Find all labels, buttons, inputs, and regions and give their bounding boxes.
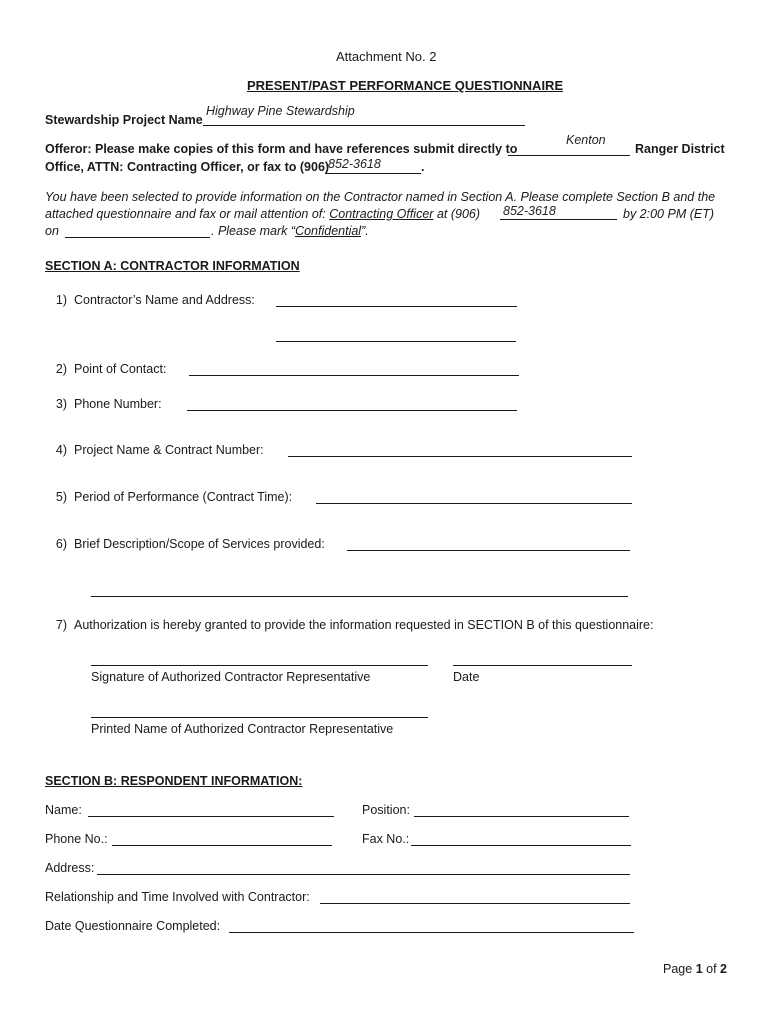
offeror-office-text: Office, ATTN: Contracting Officer, or fax to (906) — [45, 160, 330, 174]
page-word: Page — [663, 962, 693, 976]
period-of-performance-line[interactable] — [316, 503, 632, 504]
page-current: 1 — [695, 962, 703, 976]
contractor-name-line[interactable] — [276, 306, 517, 307]
offeror-fax-line — [325, 173, 421, 174]
item-3 — [45, 397, 162, 411]
contracting-officer: Contracting Officer — [329, 207, 434, 221]
section-b-heading: SECTION B: RESPONDENT INFORMATION: — [45, 774, 303, 788]
signature-line[interactable] — [91, 665, 428, 666]
offeror-text: Offeror: Please make copies of this form and have references submit directly to — [45, 142, 518, 156]
offeror-period: . — [421, 160, 425, 174]
intro-deadline: by 2:00 PM (ET) — [623, 207, 714, 221]
item-number: 1) — [55, 293, 67, 307]
item-2 — [45, 362, 166, 376]
item-5 — [45, 490, 292, 504]
scope-line-1[interactable] — [347, 550, 630, 551]
intro-text-a: attached questionnaire and fax or mail attention of: — [45, 207, 326, 221]
item-number: 7) — [55, 618, 67, 632]
phone-line[interactable] — [112, 845, 332, 846]
project-name-line[interactable] — [288, 456, 632, 457]
intro-mark-text: . Please mark “ — [211, 224, 296, 238]
date-completed-line[interactable] — [229, 932, 634, 933]
page-number — [663, 962, 727, 976]
item-label: Point of Contact: — [74, 362, 167, 376]
intro-fax-line — [500, 219, 617, 220]
name-line[interactable] — [88, 816, 334, 817]
district-value[interactable]: Kenton — [566, 133, 606, 147]
intro-fax-value[interactable]: 852-3618 — [503, 204, 556, 218]
attachment-label: Attachment No. 2 — [336, 49, 437, 64]
contractor-address-line[interactable] — [276, 341, 516, 342]
intro-line-3 — [211, 224, 369, 238]
intro-on: on — [45, 224, 59, 238]
page-of: of — [706, 962, 717, 976]
fax-line[interactable] — [411, 845, 631, 846]
printed-name-label: Printed Name of Authorized Contractor Representative — [91, 722, 394, 736]
item-6 — [45, 537, 325, 551]
fax-label: Fax No.: — [362, 832, 410, 846]
intro-mark-end: ”. — [361, 224, 369, 238]
stewardship-line — [203, 125, 525, 126]
section-a-heading: SECTION A: CONTRACTOR INFORMATION — [45, 259, 300, 273]
stewardship-label: Stewardship Project Name — [45, 113, 203, 127]
item-7 — [45, 618, 654, 632]
page-title: PRESENT/PAST PERFORMANCE QUESTIONNAIRE — [247, 78, 564, 93]
confidential-word: Confidential — [295, 224, 362, 238]
item-label: Period of Performance (Contract Time): — [74, 490, 293, 504]
offeror-fax-value[interactable]: 852-3618 — [328, 157, 381, 171]
phone-label: Phone No.: — [45, 832, 108, 846]
position-line[interactable] — [414, 816, 629, 817]
date-label: Date — [453, 670, 480, 684]
date-completed-label: Date Questionnaire Completed: — [45, 919, 221, 933]
item-number: 2) — [55, 362, 67, 376]
intro-text-b: at (906) — [436, 207, 481, 221]
district-line — [508, 155, 630, 156]
scope-line-2[interactable] — [91, 596, 628, 597]
item-label: Brief Description/Scope of Services provided: — [74, 537, 325, 551]
address-label: Address: — [45, 861, 95, 875]
printed-name-line[interactable] — [91, 717, 428, 718]
item-label: Authorization is hereby granted to provide the information requested in SECTION B of this questionnaire: — [74, 618, 654, 632]
relationship-line[interactable] — [320, 903, 630, 904]
point-of-contact-line[interactable] — [189, 375, 519, 376]
stewardship-value[interactable]: Highway Pine Stewardship — [206, 104, 355, 118]
phone-number-line[interactable] — [187, 410, 517, 411]
address-line[interactable] — [97, 874, 630, 875]
item-label: Phone Number: — [74, 397, 162, 411]
item-number: 6) — [55, 537, 67, 551]
intro-line-1: You have been selected to provide information on the Contractor named in Section A. Please complete Section B and the — [45, 190, 716, 204]
page-total: 2 — [720, 962, 727, 976]
item-label: Contractor’s Name and Address: — [74, 293, 255, 307]
item-number: 4) — [55, 443, 67, 457]
signature-label: Signature of Authorized Contractor Representative — [91, 670, 371, 684]
item-label: Project Name & Contract Number: — [74, 443, 264, 457]
item-1 — [45, 293, 255, 307]
position-label: Position: — [362, 803, 410, 817]
intro-date-line — [65, 237, 210, 238]
relationship-label: Relationship and Time Involved with Contractor: — [45, 890, 310, 904]
intro-line-2 — [45, 207, 480, 221]
item-4 — [45, 443, 264, 457]
district-suffix: Ranger District — [635, 142, 725, 156]
item-number: 5) — [55, 490, 67, 504]
signature-date-line[interactable] — [453, 665, 632, 666]
name-label: Name: — [45, 803, 82, 817]
item-number: 3) — [55, 397, 67, 411]
